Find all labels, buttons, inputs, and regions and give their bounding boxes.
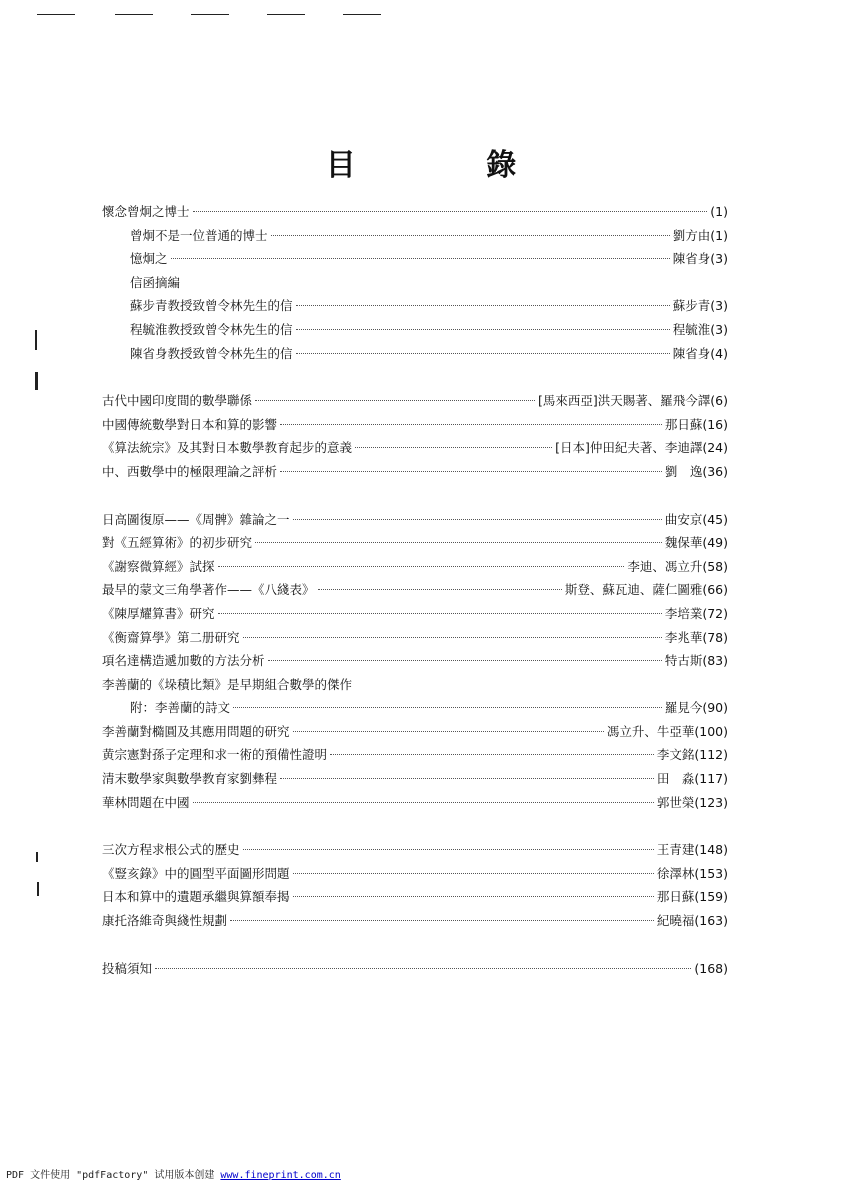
leader-dots xyxy=(255,542,662,543)
entry-page: (4) xyxy=(710,345,728,361)
entry-title: 李善蘭對橢圓及其應用問題的研究 xyxy=(102,723,290,739)
toc-entry[interactable] xyxy=(102,436,728,460)
footer-text: PDF 文件使用 "pdfFactory" 试用版本创建 xyxy=(6,1170,221,1181)
leader-dots xyxy=(233,707,662,708)
leader-dots xyxy=(318,589,562,590)
leader-dots xyxy=(193,802,654,803)
toc-section xyxy=(102,838,728,932)
entry-author: 那日蘇 xyxy=(664,416,703,432)
entry-title: 《算法統宗》及其對日本數學教育起步的意義 xyxy=(102,440,353,456)
toc-entry[interactable] xyxy=(102,602,728,626)
entry-title: 三次方程求根公式的歷史 xyxy=(102,842,240,858)
scan-mark xyxy=(36,852,38,862)
pdf-footer xyxy=(6,1166,341,1181)
toc-entry[interactable] xyxy=(102,626,728,650)
entry-title: 曾炯不是一位普通的博士 xyxy=(130,227,268,243)
entry-author: 馮立升、牛亞華 xyxy=(606,723,695,739)
entry-author: 魏保華 xyxy=(664,535,703,551)
entry-title: 康托洛維奇與綫性規劃 xyxy=(102,913,228,929)
entry-page: (45) xyxy=(702,511,728,527)
entry-page: (159) xyxy=(694,889,728,905)
entry-author: 陳省身 xyxy=(672,345,711,361)
entry-page: (58) xyxy=(702,558,728,574)
entry-title: 懷念曾炯之博士 xyxy=(102,204,190,219)
entry-page: (112) xyxy=(694,747,728,763)
scan-mark xyxy=(37,882,39,896)
leader-dots xyxy=(355,447,552,448)
toc-entry[interactable] xyxy=(102,862,728,886)
leader-dots xyxy=(280,778,654,779)
leader-dots xyxy=(218,613,662,614)
entry-title: 《衡齋算學》第二册研究 xyxy=(102,629,240,645)
entry-author: 徐澤林 xyxy=(656,865,695,881)
footer-link[interactable]: www.fineprint.com.cn xyxy=(220,1170,341,1181)
entry-author: 李文銘 xyxy=(656,747,695,763)
entry-page: (36) xyxy=(702,463,728,479)
entry-author: 劉 逸 xyxy=(664,463,703,479)
leader-dots xyxy=(171,258,670,259)
toc-entry[interactable] xyxy=(102,696,728,720)
toc-entry[interactable] xyxy=(102,649,728,673)
leader-dots xyxy=(255,400,535,401)
toc-entry[interactable] xyxy=(102,531,728,555)
toc-entry[interactable] xyxy=(102,578,728,602)
leader-dots xyxy=(330,754,654,755)
leader-dots xyxy=(293,731,604,732)
entry-author: 李兆華 xyxy=(664,629,703,645)
toc-section xyxy=(102,508,728,815)
leader-dots xyxy=(218,566,625,567)
leader-dots xyxy=(243,637,662,638)
entry-author: 曲安京 xyxy=(664,511,703,527)
entry-page: (90) xyxy=(702,700,728,716)
entry-title: 信函摘編 xyxy=(130,274,181,290)
entry-title: 《謝察微算經》試探 xyxy=(102,558,215,574)
entry-title: 程毓淮教授致曾令林先生的信 xyxy=(130,321,293,337)
entry-title: 《陳厚耀算書》研究 xyxy=(102,605,215,621)
leader-dots xyxy=(293,896,654,897)
entry-author: 那日蘇 xyxy=(656,889,695,905)
entry-author: 王青建 xyxy=(656,842,695,858)
entry-title: 投稿須知 xyxy=(102,960,153,976)
toc-entry[interactable] xyxy=(102,767,728,791)
toc-section xyxy=(102,200,728,365)
toc-entry[interactable] xyxy=(102,318,728,342)
entry-page: (148) xyxy=(694,842,728,858)
entry-page: (78) xyxy=(702,629,728,645)
entry-author: 程毓淮 xyxy=(672,321,711,337)
toc-entry[interactable] xyxy=(102,673,728,697)
entry-page: (117) xyxy=(694,771,728,787)
toc-entry[interactable] xyxy=(102,460,728,484)
toc-entry[interactable] xyxy=(102,909,728,933)
entry-author: 李培業 xyxy=(664,605,703,621)
entry-page: (66) xyxy=(702,582,728,598)
toc-entry[interactable] xyxy=(102,791,728,815)
entry-page: (83) xyxy=(702,653,728,669)
leader-dots xyxy=(293,519,662,520)
entry-page: (168) xyxy=(694,960,728,976)
toc-entry[interactable] xyxy=(102,271,728,295)
top-rule-lines xyxy=(37,14,397,20)
toc-entry[interactable] xyxy=(102,413,728,437)
entry-title: 華林問題在中國 xyxy=(102,794,190,810)
toc-entry[interactable] xyxy=(102,743,728,767)
entry-author: 田 淼 xyxy=(656,771,695,787)
entry-title: 清末數學家與數學教育家劉彝程 xyxy=(102,771,278,787)
entry-page: (16) xyxy=(702,416,728,432)
page-title: 目 錄 xyxy=(325,148,577,183)
entry-author: 李迪、馮立升 xyxy=(627,558,703,574)
leader-dots xyxy=(293,873,654,874)
entry-title: 日高圖復原——《周髀》雜論之一 xyxy=(102,511,290,527)
entry-page: (1) xyxy=(710,227,728,243)
entry-title: 對《五經算術》的初步研究 xyxy=(102,535,253,551)
entry-page: (3) xyxy=(710,298,728,314)
toc-section xyxy=(102,389,728,483)
entry-title: 古代中國印度間的數學聯係 xyxy=(102,393,253,409)
entry-author: 紀曉福 xyxy=(656,913,695,929)
leader-dots xyxy=(280,424,662,425)
toc-entry[interactable] xyxy=(102,720,728,744)
toc-entry[interactable] xyxy=(102,200,728,224)
entry-title: 中國傳統數學對日本和算的影響 xyxy=(102,416,278,432)
toc-entry[interactable] xyxy=(102,224,728,248)
entry-author: 陳省身 xyxy=(672,251,711,267)
leader-dots xyxy=(268,660,662,661)
entry-title: 附：李善蘭的詩文 xyxy=(130,700,231,716)
entry-author: 郭世榮 xyxy=(656,794,695,810)
entry-author: 斯登、蘇瓦迪、薩仁圖雅 xyxy=(564,582,703,598)
entry-page: (153) xyxy=(694,865,728,881)
entry-page: (3) xyxy=(710,321,728,337)
entry-page: (24) xyxy=(702,440,728,456)
leader-dots xyxy=(296,305,670,306)
toc-entry[interactable] xyxy=(102,247,728,271)
leader-dots xyxy=(296,353,670,354)
entry-author: 蘇步青 xyxy=(672,298,711,314)
scan-mark xyxy=(35,372,38,390)
entry-page: (123) xyxy=(694,794,728,810)
leader-dots xyxy=(243,849,654,850)
leader-dots xyxy=(271,235,670,236)
toc-entry[interactable] xyxy=(102,342,728,366)
entry-page: (163) xyxy=(694,913,728,929)
entry-page: (6) xyxy=(710,393,728,409)
entry-page: (72) xyxy=(702,605,728,621)
entry-author: [馬來西亞]洪天賜著、羅飛今譯 xyxy=(538,393,711,409)
entry-title: 中、西數學中的極限理論之評析 xyxy=(102,463,278,479)
leader-dots xyxy=(230,920,654,921)
toc-entry[interactable] xyxy=(102,838,728,862)
entry-title: 日本和算中的遺題承繼與算額奉揭 xyxy=(102,889,290,905)
scan-mark xyxy=(35,330,37,350)
entry-title: 項名達構造遞加數的方法分析 xyxy=(102,653,265,669)
entry-title: 李善蘭的《垛積比類》是早期組合數學的傑作 xyxy=(102,676,353,692)
entry-page: (100) xyxy=(694,723,728,739)
entry-author: 羅見今 xyxy=(664,700,703,716)
toc-entry[interactable] xyxy=(102,508,728,532)
leader-dots xyxy=(193,211,708,212)
entry-page: (1) xyxy=(710,204,728,219)
toc-section xyxy=(102,957,728,981)
entry-title: 《豎亥錄》中的圓型平面圖形問題 xyxy=(102,865,290,881)
entry-author: [日本]仲田紀夫著、李迪譯 xyxy=(555,440,703,456)
toc-entry[interactable] xyxy=(102,885,728,909)
leader-dots xyxy=(155,968,691,969)
entry-title: 陳省身教授致曾令林先生的信 xyxy=(130,345,293,361)
entry-title: 蘇步青教授致曾令林先生的信 xyxy=(130,298,293,314)
leader-dots xyxy=(280,471,662,472)
table-of-contents xyxy=(102,200,728,980)
entry-author: 劉方由 xyxy=(672,227,711,243)
entry-title: 黄宗憲對孫子定理和求一術的預備性證明 xyxy=(102,747,328,763)
entry-author: 特古斯 xyxy=(664,653,703,669)
leader-dots xyxy=(296,329,670,330)
toc-entry[interactable] xyxy=(102,555,728,579)
entry-page: (3) xyxy=(710,251,728,267)
toc-entry[interactable] xyxy=(102,294,728,318)
entry-title: 憶炯之 xyxy=(130,251,168,267)
entry-page: (49) xyxy=(702,535,728,551)
toc-entry[interactable] xyxy=(102,957,728,981)
entry-title: 最早的蒙文三角學著作——《八綫表》 xyxy=(102,582,315,598)
toc-entry[interactable] xyxy=(102,389,728,413)
